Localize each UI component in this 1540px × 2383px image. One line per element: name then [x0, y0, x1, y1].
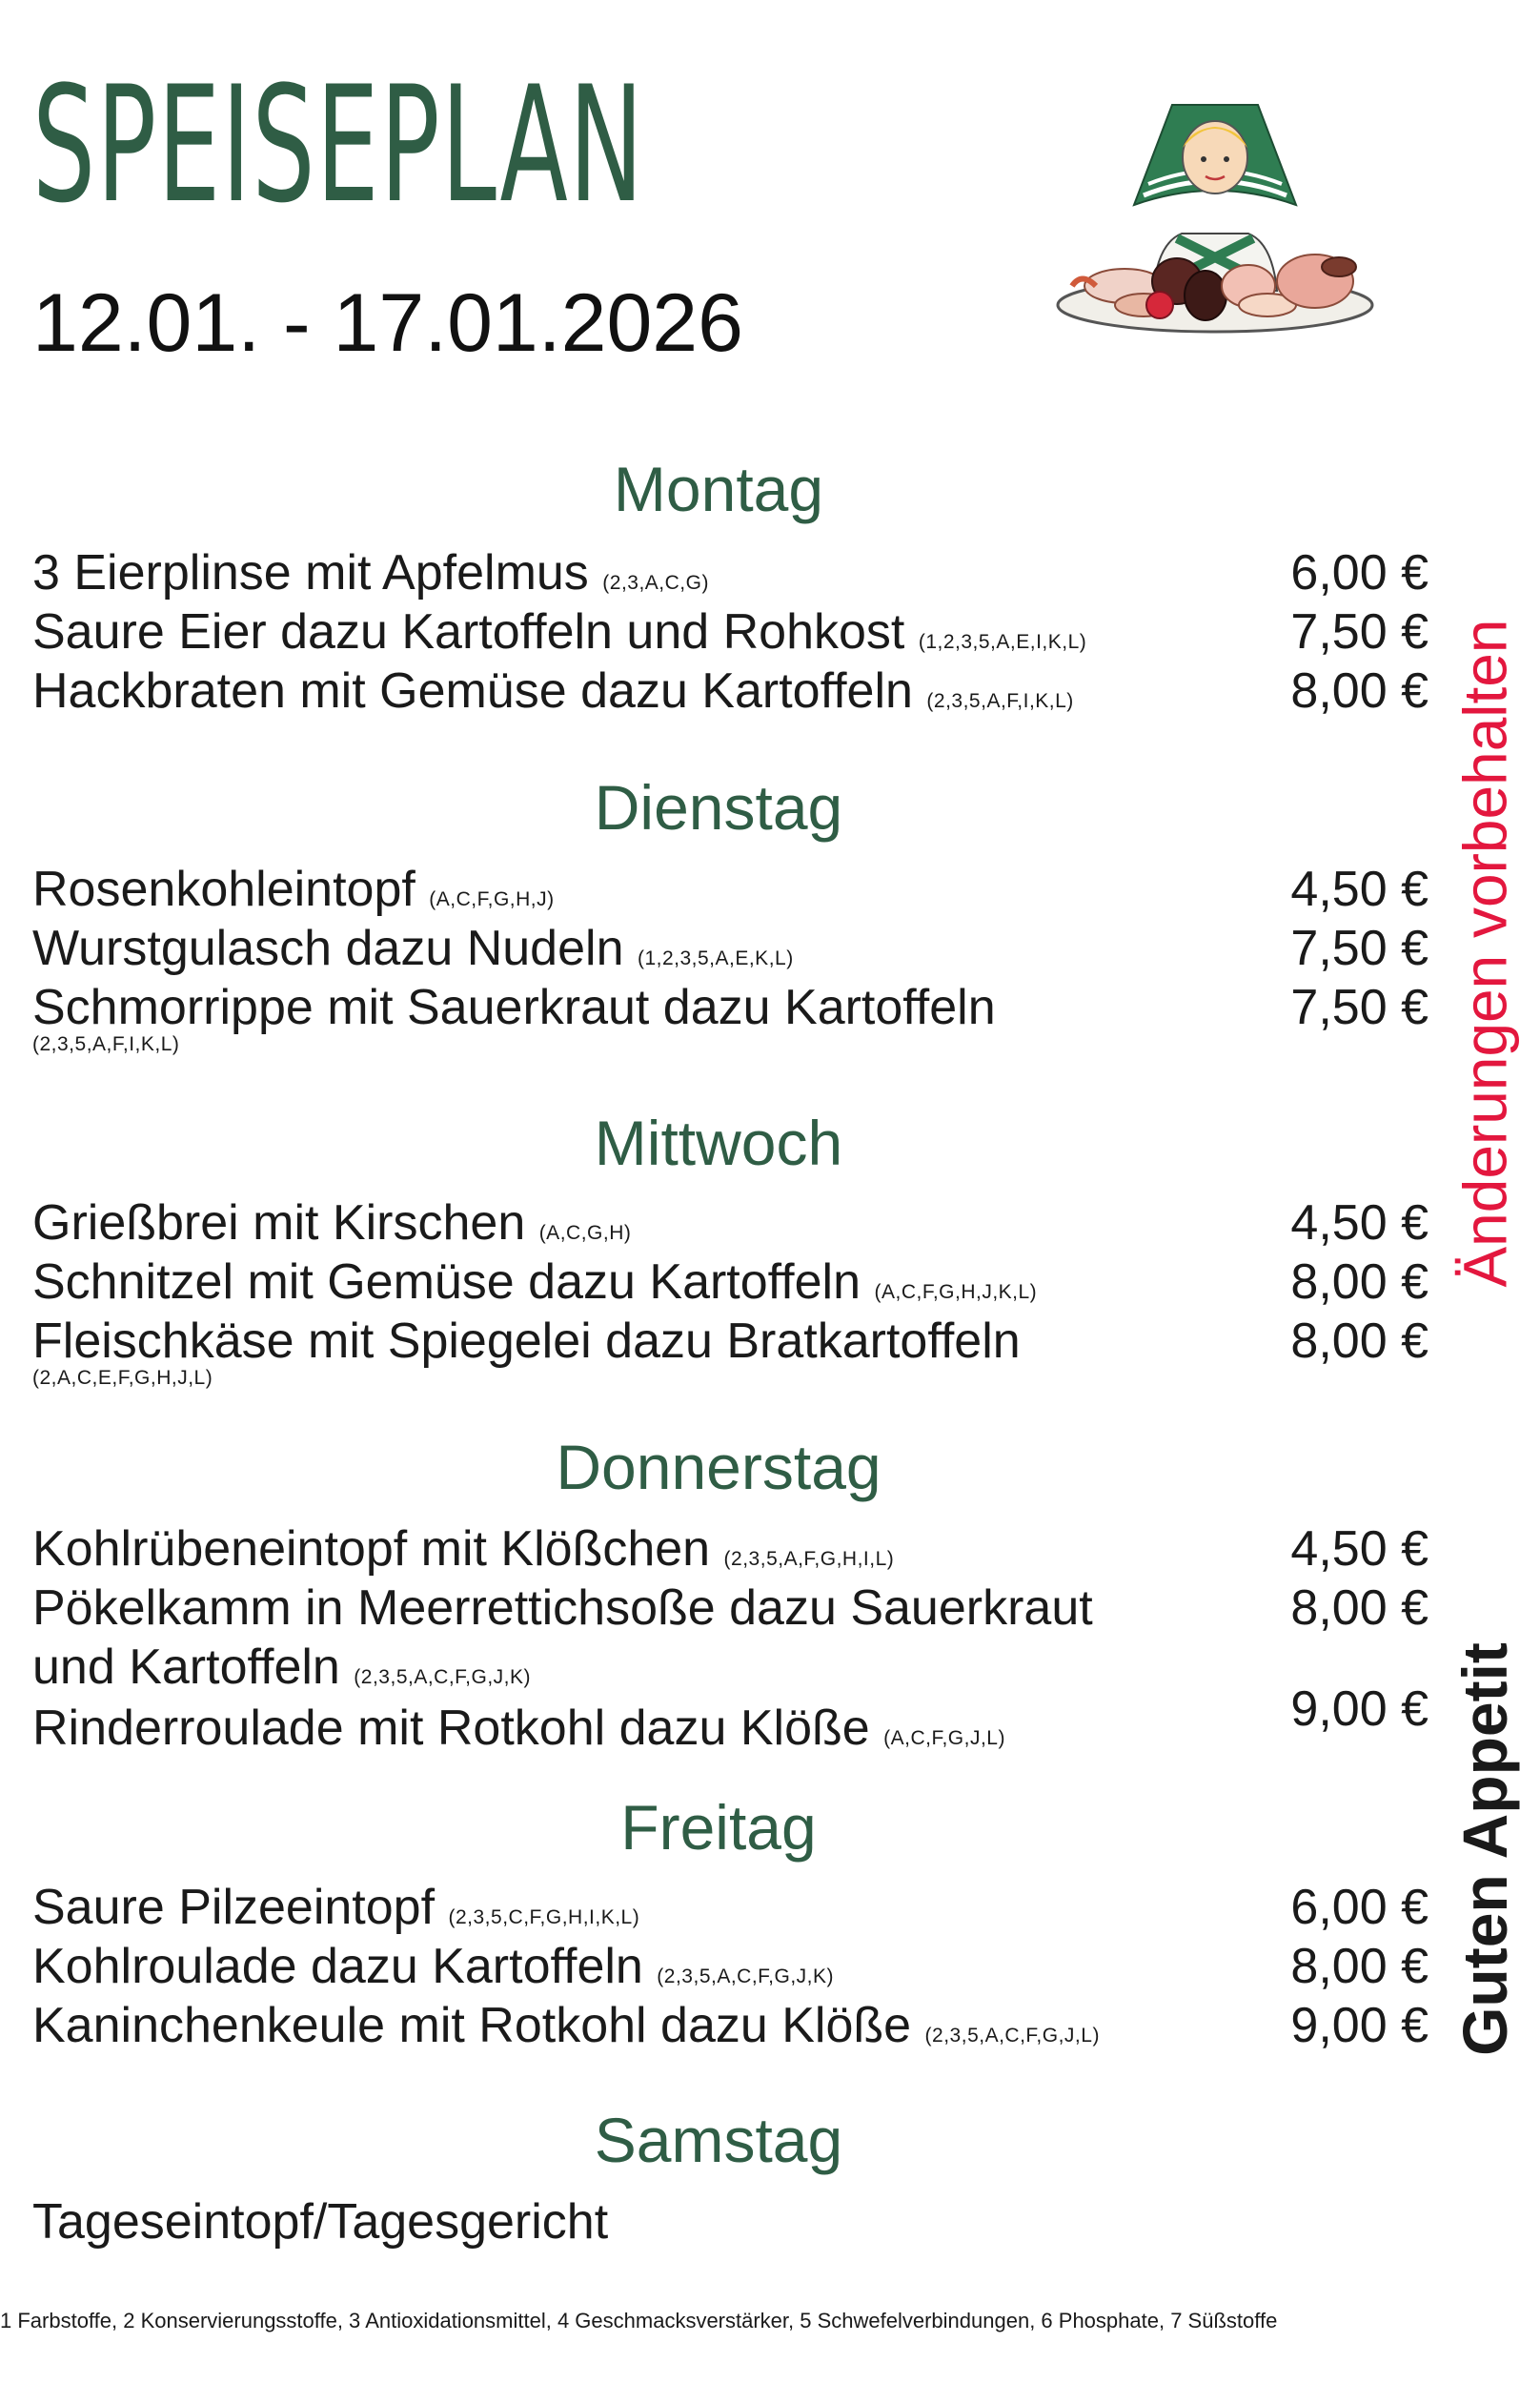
price: 6,00 €	[1290, 545, 1429, 601]
allergen-codes: (A,C,G,H)	[538, 1222, 632, 1244]
day-heading-freitag: Freitag	[620, 1792, 817, 1863]
price: 8,00 €	[1290, 1580, 1429, 1636]
dish: Kohlroulade dazu Kartoffeln (2,3,5,A,C,F,G,J,K)	[32, 1939, 835, 1994]
dish: Rinderroulade mit Rotkohl dazu Klöße (A,C,F,G,J,L)	[32, 1701, 1005, 1756]
dish: Tageseintopf/Tagesgericht	[32, 2194, 609, 2250]
price: 4,50 €	[1290, 1521, 1429, 1577]
price: 7,50 €	[1290, 980, 1429, 1035]
day-heading-mittwoch: Mittwoch	[594, 1108, 843, 1178]
price: 6,00 €	[1290, 1880, 1429, 1935]
allergen-codes: (A,C,F,G,J,L)	[883, 1727, 1005, 1749]
allergen-codes: (1,2,3,5,A,E,I,K,L)	[918, 631, 1087, 653]
day-heading-dienstag: Dienstag	[594, 772, 843, 843]
price: 9,00 €	[1290, 1998, 1429, 2053]
price: 8,00 €	[1290, 1254, 1429, 1310]
price: 4,50 €	[1290, 1195, 1429, 1251]
allergen-codes: (2,3,5,A,F,G,H,I,L)	[723, 1548, 895, 1570]
date-range: 12.01. - 17.01.2026	[32, 277, 743, 369]
allergen-codes: (2,3,5,A,F,I,K,L)	[926, 690, 1074, 712]
price: 8,00 €	[1290, 1314, 1429, 1369]
day-heading-samstag: Samstag	[594, 2105, 843, 2175]
dish: Fleischkäse mit Spiegelei dazu Bratkartoffeln (2,A,C,E,F,G,H,J,L)	[32, 1312, 1214, 1392]
dish: Wurstgulasch dazu Nudeln (1,2,3,5,A,E,K,L)	[32, 921, 794, 976]
allergen-codes: (2,3,5,A,C,F,G,J,L)	[924, 2025, 1100, 2047]
allergen-codes: (2,3,5,C,F,G,H,I,K,L)	[448, 1906, 640, 1928]
day-heading-montag: Montag	[613, 454, 824, 524]
dish: Rosenkohleintopf (A,C,F,G,H,J)	[32, 862, 555, 917]
dish: Saure Pilzeeintopf (2,3,5,C,F,G,H,I,K,L)	[32, 1880, 640, 1935]
dish: Kaninchenkeule mit Rotkohl dazu Klöße (2,3,5,A,C,F,G,J,L)	[32, 1998, 1100, 2053]
allergen-codes: (1,2,3,5,A,E,K,L)	[637, 947, 794, 969]
changes-notice: Änderungen vorbehalten	[1450, 619, 1519, 1288]
page-title: SPEISEPLAN	[32, 51, 645, 238]
allergen-codes: (2,A,C,E,F,G,H,J,L)	[32, 1367, 213, 1389]
price: 9,00 €	[1290, 1681, 1429, 1737]
dish: 3 Eierplinse mit Apfelmus (2,3,A,C,G)	[32, 545, 709, 601]
price: 8,00 €	[1290, 1939, 1429, 1994]
dish: Pökelkamm in Meerrettichsoße dazu Sauerkraut und Kartoffeln (2,3,5,A,C,F,G,J,K)	[32, 1580, 1093, 1695]
allergen-codes: (2,3,5,A,F,I,K,L)	[32, 1033, 180, 1055]
dish: Kohlrübeneintopf mit Klößchen (2,3,5,A,F,G,H,I,L)	[32, 1521, 895, 1577]
dish: Schmorrippe mit Sauerkraut dazu Kartoffeln (2,3,5,A,F,I,K,L)	[32, 978, 1214, 1058]
price: 7,50 €	[1290, 604, 1429, 660]
allergen-codes: (2,3,5,A,C,F,G,J,K)	[354, 1666, 532, 1688]
greeting: Guten Appetit	[1449, 1642, 1520, 2056]
price: 4,50 €	[1290, 862, 1429, 917]
allergen-codes: (A,C,F,G,H,J,K,L)	[874, 1281, 1038, 1303]
allergen-codes: (2,3,5,A,C,F,G,J,K)	[657, 1965, 835, 1987]
dish: Saure Eier dazu Kartoffeln und Rohkost (1,2,3,5,A,E,I,K,L)	[32, 604, 1087, 660]
price: 8,00 €	[1290, 663, 1429, 719]
allergen-codes: (2,3,A,C,G)	[602, 572, 709, 594]
dish: Grießbrei mit Kirschen (A,C,G,H)	[32, 1195, 632, 1251]
allergen-codes: (A,C,F,G,H,J)	[429, 888, 555, 910]
dish: Schnitzel mit Gemüse dazu Kartoffeln (A,C,F,G,H,J,K,L)	[32, 1254, 1038, 1310]
dish: Hackbraten mit Gemüse dazu Kartoffeln (2,3,5,A,F,I,K,L)	[32, 663, 1074, 719]
day-heading-donnerstag: Donnerstag	[556, 1432, 881, 1502]
allergen-legend: 1 Farbstoffe, 2 Konservierungsstoffe, 3 Antioxidationsmittel, 4 Geschmacksverstärker, 5 Schwefelverbindungen, 6 Phosphate, 7 Süßstoffe	[0, 2309, 1278, 2332]
price: 7,50 €	[1290, 921, 1429, 976]
butcher-logo-icon	[1053, 100, 1377, 343]
